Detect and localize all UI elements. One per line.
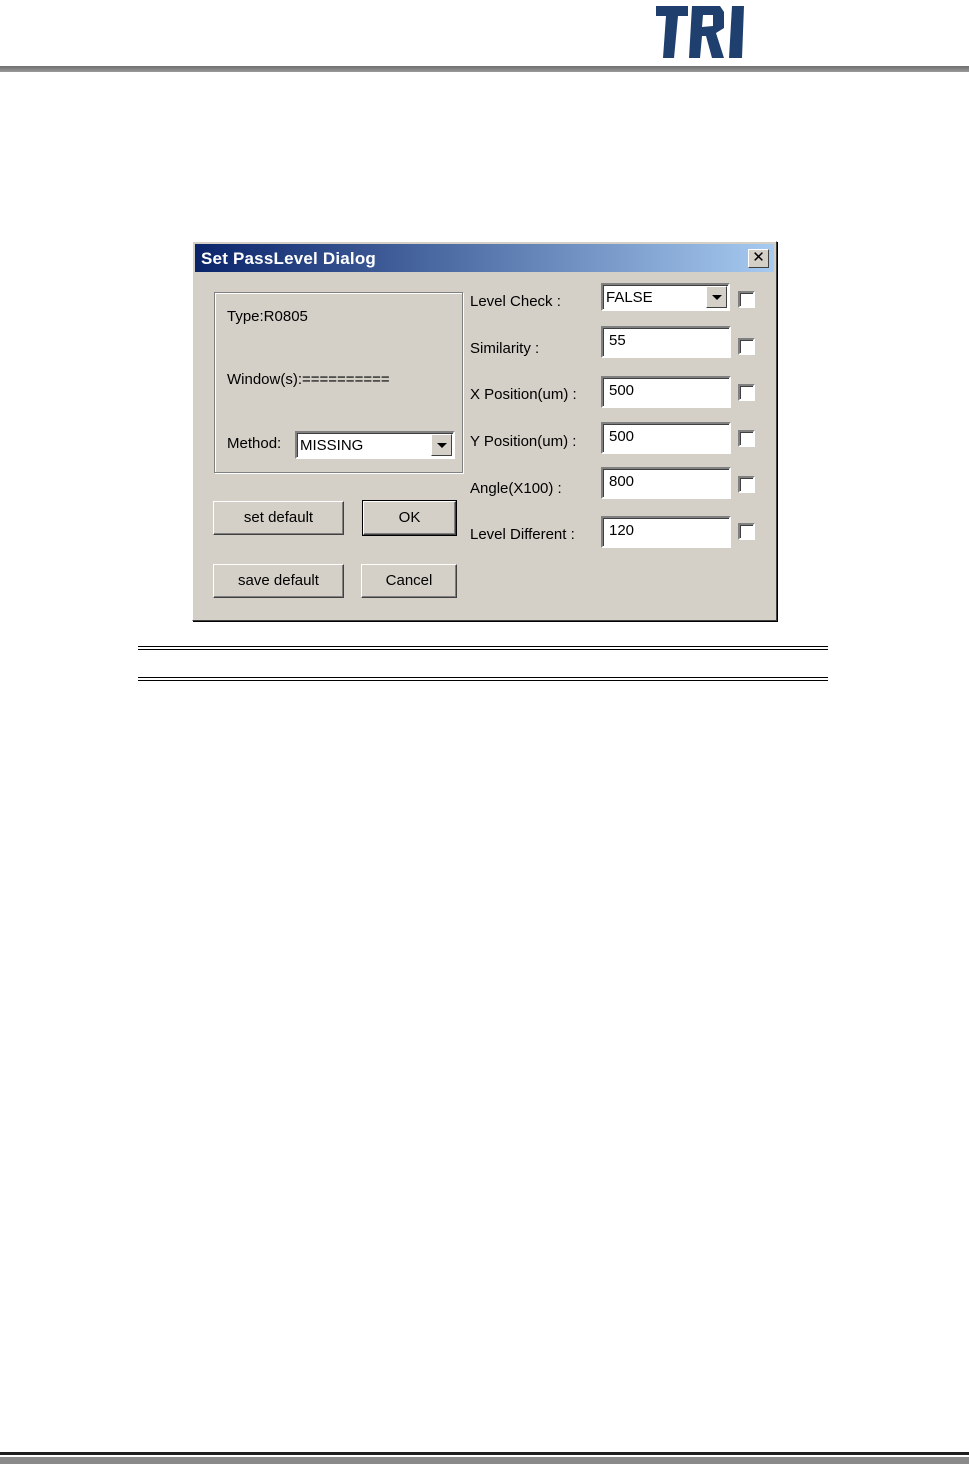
angle-checkbox[interactable] <box>738 476 755 493</box>
chevron-down-icon[interactable] <box>431 434 452 456</box>
level-check-select[interactable] <box>601 283 730 311</box>
x-position-label: X Position(um) : <box>470 386 577 403</box>
level-different-label: Level Different : <box>470 526 575 543</box>
method-label: Method: <box>227 435 282 452</box>
dialog-titlebar[interactable] <box>195 244 774 272</box>
section-rule-bottom <box>138 677 828 681</box>
level-check-checkbox[interactable] <box>738 291 755 308</box>
method-select[interactable] <box>295 431 455 459</box>
header-rule <box>0 66 969 72</box>
close-icon: ✕ <box>752 249 765 266</box>
cancel-button[interactable]: Cancel <box>361 564 457 598</box>
set-passlevel-dialog <box>192 241 777 621</box>
x-position-checkbox[interactable] <box>738 384 755 401</box>
similarity-checkbox[interactable] <box>738 338 755 355</box>
section-rule-top <box>138 646 828 650</box>
level-check-label: Level Check : <box>470 293 561 310</box>
save-default-button[interactable]: save default <box>213 564 344 598</box>
level-different-checkbox[interactable] <box>738 523 755 540</box>
footer-rule <box>0 1452 969 1464</box>
set-default-button[interactable]: set default <box>213 501 344 535</box>
ok-button[interactable]: OK <box>363 501 456 535</box>
windows-label: Window(s):========== <box>227 371 390 388</box>
angle-input[interactable]: 800 <box>601 467 731 499</box>
chevron-down-icon[interactable] <box>706 286 727 308</box>
x-position-input[interactable]: 500 <box>601 376 731 408</box>
angle-label: Angle(X100) : <box>470 480 562 497</box>
similarity-label: Similarity : <box>470 340 540 357</box>
type-label: Type:R0805 <box>227 308 308 325</box>
y-position-checkbox[interactable] <box>738 430 755 447</box>
level-different-input[interactable]: 120 <box>601 516 731 548</box>
similarity-input[interactable]: 55 <box>601 326 731 358</box>
y-position-input[interactable]: 500 <box>601 422 731 454</box>
dialog-title: Set PassLevel Dialog <box>201 249 377 268</box>
y-position-label: Y Position(um) : <box>470 433 577 450</box>
method-value: MISSING <box>300 437 364 454</box>
level-check-value: FALSE <box>606 289 653 306</box>
close-button[interactable] <box>748 249 769 268</box>
tri-logo <box>652 2 756 60</box>
